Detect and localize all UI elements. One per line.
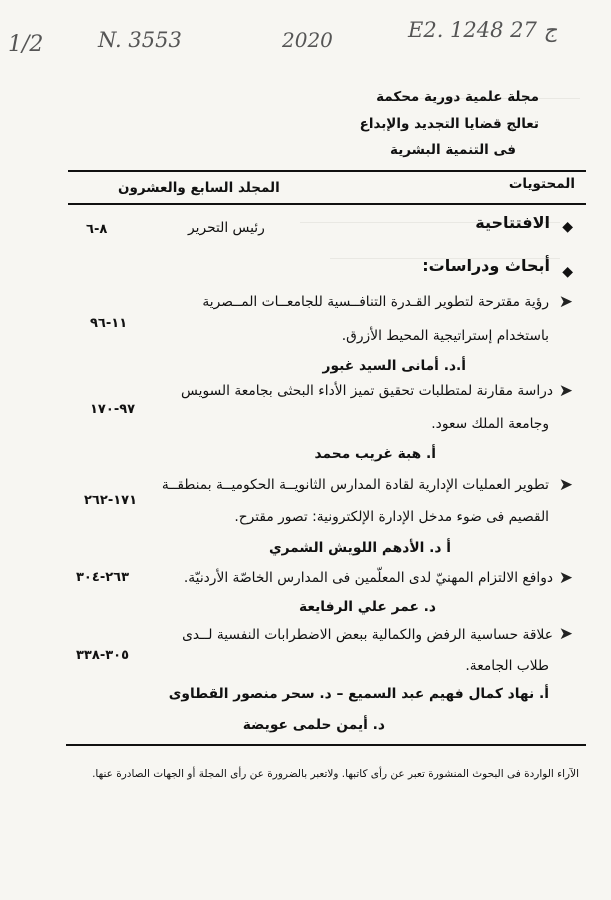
article-3-author: أ د. الأدهم اللويش الشمري — [268, 540, 451, 556]
article-5-pages: ٣٠٥-٣٣٨ — [76, 648, 130, 663]
footnote: الآراء الواردة فى البحوث المنشورة تعبر عن رأى كاتبها. ولاتعبر بالضرورة عن رأى المجلة أو الجهات الصادرة عنها. — [92, 768, 579, 780]
arrow-bullet-icon: ➤ — [558, 624, 573, 644]
editorial-pages: ٨-٦ — [86, 222, 108, 237]
article-4-title-line-1: دوافع الالتزام المهنيّ لدى المعلّمين فى المدارس الخاصّة الأردنيّة. — [183, 570, 553, 586]
journal-line-1: مجلة علمية دورية محكمة — [376, 89, 539, 105]
article-2-author: أ. هبة غريب محمد — [314, 446, 436, 462]
contents-label: المحتويات — [508, 176, 575, 192]
article-3-title-line-2: القصيم فى ضوء مدخل الإدارة الإلكترونية: تصور مقترح. — [234, 509, 549, 525]
handwritten-year: 2020 — [282, 28, 333, 52]
article-2-title-line-1: دراسة مقارنة لمتطلبات تحقيق تميز الأداء البحثى بجامعة السويس — [181, 383, 553, 399]
article-5-title-line-2: طلاب الجامعة. — [465, 658, 549, 674]
article-5-title-line-1: علاقة حساسية الرفض والكمالية ببعض الاضطرابات النفسية لــدى — [182, 627, 553, 643]
volume-label: المجلد السابع والعشرون — [118, 180, 280, 196]
handwritten-number: N. 3553 — [98, 28, 182, 52]
header-top-rule — [68, 170, 586, 172]
article-1-author: أ.د. أمانى السيد غبور — [322, 358, 466, 374]
editorial-title: الافتتاحية — [475, 213, 550, 232]
article-1-title-line-1: رؤية مقترحة لتطوير القـدرة التنافــسية للجامعــات المــصرية — [202, 294, 549, 310]
diamond-bullet-icon: ◆ — [562, 264, 573, 280]
article-2-title-line-2: وجامعة الملك سعود. — [431, 416, 549, 432]
article-4-pages: ٢٦٣-٣٠٤ — [76, 570, 130, 585]
article-5-author: أ. نهاد كمال فهيم عبد السميع – د. سحر منصور القطاوى — [168, 686, 549, 702]
arrow-bullet-icon: ➤ — [558, 381, 573, 401]
header-bottom-rule — [68, 203, 586, 205]
article-1-pages: ١١-٩٦ — [90, 316, 128, 331]
arrow-bullet-icon: ➤ — [558, 568, 573, 588]
arrow-bullet-icon: ➤ — [558, 475, 573, 495]
article-2-pages: ٩٧-١٧٠ — [90, 402, 136, 417]
diamond-bullet-icon: ◆ — [562, 219, 573, 235]
footer-rule — [66, 744, 586, 746]
handwritten-code: E2. 1248 27 ج — [408, 18, 558, 42]
journal-line-3: فى التنمية البشرية — [390, 142, 516, 158]
article-3-pages: ١٧١-٢٦٢ — [84, 493, 138, 508]
handwritten-fraction: 1/2 — [8, 32, 44, 57]
editorial-author: رئيس التحرير — [188, 220, 265, 236]
article-5-author-2: د. أيمن حلمى عويضة — [242, 717, 385, 733]
article-1-title-line-2: باستخدام إستراتيجية المحيط الأزرق. — [341, 328, 549, 344]
article-3-title-line-1: تطوير العمليات الإدارية لقادة المدارس الثانويــة الحكوميــة بمنطقــة — [161, 477, 549, 493]
section-title: أبحاث ودراسات: — [422, 256, 550, 275]
journal-line-2: تعالج قضايا التجديد والإبداع — [359, 116, 539, 132]
article-4-author: د. عمر علي الرفايعة — [298, 599, 436, 615]
arrow-bullet-icon: ➤ — [558, 292, 573, 312]
